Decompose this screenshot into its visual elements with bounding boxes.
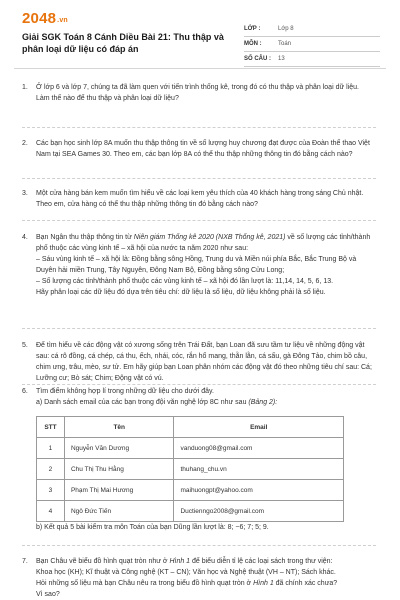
question-text: Vì sao? bbox=[36, 591, 60, 598]
table-cell: 1 bbox=[37, 438, 65, 459]
question-text bbox=[36, 578, 376, 589]
table-cell: 4 bbox=[37, 501, 65, 522]
table-cell: vanduong08@gmail.com bbox=[174, 438, 344, 459]
meta-key: MÔN : bbox=[244, 41, 262, 47]
table-reference: (Bảng 2): bbox=[248, 399, 278, 406]
meta-key: LỚP : bbox=[244, 26, 261, 32]
text-span: Hỏi những số liệu mà bạn Châu nêu ra trong biểu đồ hình quạt tròn ở bbox=[36, 580, 254, 587]
question-number: 5. bbox=[22, 342, 28, 349]
table-row bbox=[37, 438, 344, 459]
table-cell: 3 bbox=[37, 480, 65, 501]
email-table bbox=[36, 416, 344, 522]
question-divider bbox=[22, 220, 376, 221]
text-span: a) Danh sách email của các bạn trong đội văn nghệ lớp 8C như sau bbox=[36, 399, 249, 406]
column-header: Tên bbox=[64, 417, 174, 438]
figure-reference: Hình 1 bbox=[169, 558, 191, 565]
question-subpart-a bbox=[36, 397, 376, 408]
column-header: STT bbox=[37, 417, 65, 438]
meta-value: 13 bbox=[278, 56, 285, 62]
question-text: Các bạn học sinh lớp 8A muốn thu thập thông tin về số lượng huy chương đạt được của Đoàn thể thao Việt Nam tại SEA Games 30. Theo em, các bạn lớp 8A có thể thu thập những thông tin đó bằng cách nào? bbox=[36, 140, 370, 158]
question-text bbox=[36, 232, 376, 254]
question-number: 2. bbox=[22, 140, 28, 147]
text-span: để biểu diễn tỉ lệ các loại sách trong thư viện: bbox=[190, 558, 333, 565]
figure-reference: Hình 1 bbox=[253, 580, 274, 587]
table-cell: 2 bbox=[37, 459, 65, 480]
column-header: Email bbox=[174, 417, 344, 438]
question-divider bbox=[22, 127, 376, 128]
meta-info bbox=[244, 22, 380, 67]
question-number: 1. bbox=[22, 84, 28, 91]
source-citation: Niên giám Thống kê 2020 (NXB Thống kê, 2021) bbox=[133, 234, 286, 241]
question-text: – Sáu vùng kinh tế – xã hội là: Đồng bằng sông Hồng, Trung du và Miền núi phía Bắc, Bắc Trung Bộ và Duyên hải miền Trung, Tây Nguyên, Đông Nam Bộ, Đồng bằng sông Cửu Long; bbox=[36, 256, 357, 274]
table-cell: Ngô Đức Tiến bbox=[64, 501, 174, 522]
question-number: 3. bbox=[22, 190, 28, 197]
table-cell: Chu Thị Thu Hằng bbox=[64, 459, 174, 480]
meta-row-grade bbox=[244, 22, 380, 37]
document-header bbox=[22, 10, 380, 62]
question-divider bbox=[22, 178, 376, 179]
table-cell: Ductienngo2008@gmail.com bbox=[174, 501, 344, 522]
site-logo[interactable] bbox=[22, 10, 68, 27]
question-number: 4. bbox=[22, 234, 28, 241]
table-cell: Phạm Thị Mai Hương bbox=[64, 480, 174, 501]
question-text: – Số lượng các tỉnh/thành phố thuộc các vùng kinh tế – xã hội đó lần lượt là: 11,14, 14, 5, 6, 13. bbox=[36, 278, 334, 285]
question-text: Tìm điểm không hợp lí trong những dữ liệu cho dưới đây. bbox=[36, 388, 214, 395]
question-text: Ở lớp 6 và lớp 7, chúng ta đã làm quen với tiến trình thống kê, trong đó có thu thập và phân loại dữ liệu. bbox=[36, 84, 359, 91]
brand-name: 2048 bbox=[22, 10, 57, 27]
header-divider bbox=[14, 68, 386, 69]
meta-key: SỐ CÂU : bbox=[244, 56, 271, 62]
question-text bbox=[36, 556, 376, 567]
question-divider bbox=[22, 328, 376, 329]
question-text: Hãy phân loại các dữ liệu đó dựa trên tiêu chí: dữ liệu là số liệu, dữ liệu không phải là số liệu. bbox=[36, 289, 326, 296]
question-divider bbox=[22, 384, 376, 385]
text-span: đã chính xác chưa? bbox=[273, 580, 338, 587]
text-span: về số lượng các tỉnh/thành phố thuộc các vùng kinh tế – xã hội của nước ta năm 2020 như sau: bbox=[36, 234, 371, 252]
question-text: Để tìm hiểu về các động vật có xương sống trên Trái Đất, bạn Loan đã sưu tầm tư liệu về những động vật sau: cá rô đồng, cá chép, cá thu, ếch, nhái, cóc, rắn hổ mang, thằn lằn, cá sấu, gà Đông Tảo, chim bồ câu, chim ưng, trâu, mèo, sư tử. Em hãy giúp bạn Loan phân nhóm các động vật đó theo những tiêu chí sau: Cá; Lưỡng cư; Bò sát; Chim; Động vật có vú. bbox=[36, 342, 372, 382]
table-cell: thuhang_chu.vn bbox=[174, 459, 344, 480]
question-text: Làm thế nào để thu thập và phân loại dữ liệu? bbox=[36, 95, 179, 102]
meta-value: Lớp 8 bbox=[278, 26, 294, 32]
table-row bbox=[37, 459, 344, 480]
meta-value: Toán bbox=[278, 41, 292, 47]
table-cell: Nguyễn Văn Dương bbox=[64, 438, 174, 459]
question-divider bbox=[22, 545, 376, 546]
meta-row-count bbox=[244, 52, 380, 67]
text-span: Bạn Châu vẽ biểu đồ hình quạt tròn như ở bbox=[36, 558, 170, 565]
table-row bbox=[37, 480, 344, 501]
question-text: Một cửa hàng bán kem muốn tìm hiểu về các loại kem yêu thích của 40 khách hàng trong sáng Chủ nhật. Theo em, cửa hàng có thể thu thập những thông tin đó bằng cách nào? bbox=[36, 190, 364, 208]
table-header-row bbox=[37, 417, 344, 438]
question-text: Khoa học (KH); Kĩ thuật và Công nghệ (KT – CN); Văn học và Nghệ thuật (VH – NT); Sách khác. bbox=[36, 569, 336, 576]
question-text: b) Kết quả 5 bài kiểm tra môn Toán của bạn Dũng lần lượt là: 8; −6; 7; 5; 9. bbox=[36, 524, 269, 531]
table-row bbox=[37, 501, 344, 522]
table-cell: maihuongpt@yahoo.com bbox=[174, 480, 344, 501]
brand-tld: .vn bbox=[57, 17, 68, 24]
page-title: Giải SGK Toán 8 Cánh Diều Bài 21: Thu thập và phân loại dữ liệu có đáp án bbox=[22, 32, 224, 54]
question-number: 6. bbox=[22, 388, 28, 395]
question-number: 7. bbox=[22, 558, 28, 565]
text-span: Bạn Ngân thu thập thông tin từ bbox=[36, 234, 134, 241]
meta-row-subject bbox=[244, 37, 380, 52]
